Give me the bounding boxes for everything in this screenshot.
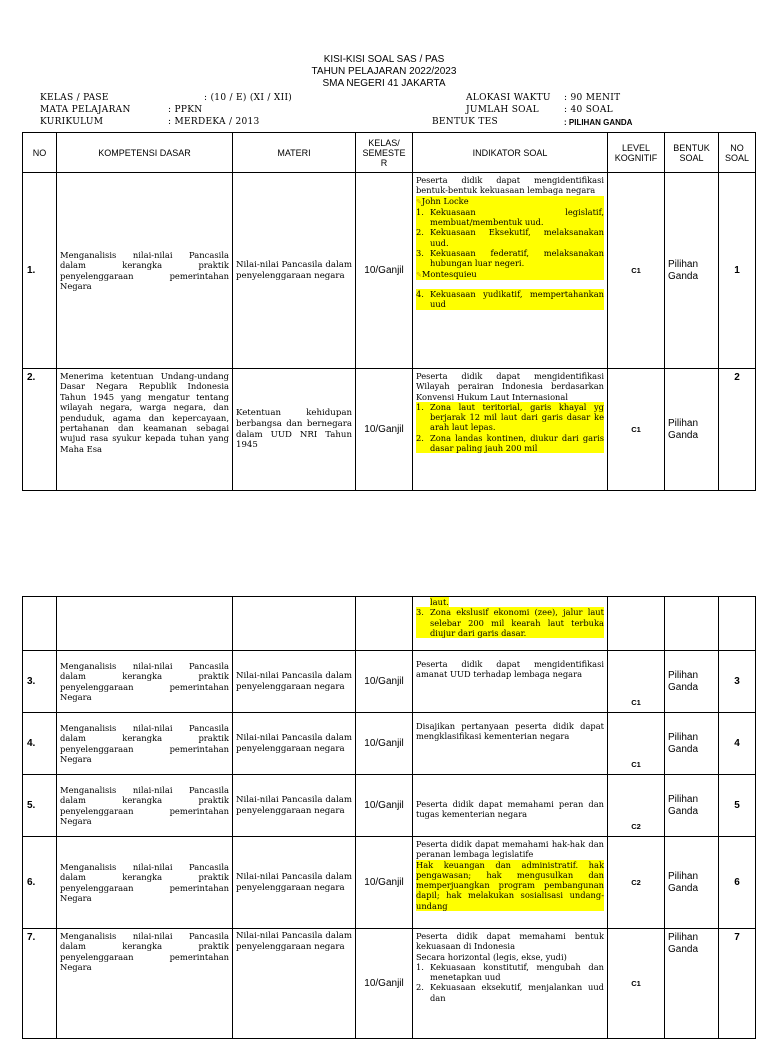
row-kelas: 10/Ganjil xyxy=(356,369,413,491)
jumlah-label: JUMLAH SOAL xyxy=(466,105,539,115)
row-kd: Menganalisis nilai-nilai Pancasila dalam kerangka praktik penyelenggaraan pemerintahan Negara xyxy=(57,775,233,837)
row-indikator xyxy=(413,837,608,929)
row-nosoal: 3 xyxy=(719,651,756,713)
row-no: 6. xyxy=(23,837,57,929)
indikator-intro: Peserta didik dapat mengidentifikasi bentuk-bentuk kekuasaan lembaga negara xyxy=(416,175,604,196)
row-kelas: 10/Ganjil xyxy=(356,173,413,369)
item-number: 1. xyxy=(416,961,424,972)
list-item xyxy=(416,289,604,310)
doc-title: KISI-KISI SOAL SAS / PAS xyxy=(323,54,445,65)
row-materi: Nilai-nilai Pancasila dalam penyelenggaraan negara xyxy=(233,651,356,713)
jumlah-value: : 40 SOAL xyxy=(564,105,613,115)
row-kelas: 10/Ganjil xyxy=(356,837,413,929)
row-kelas: 10/Ganjil xyxy=(356,775,413,837)
list-item xyxy=(416,207,604,228)
item-number: 1. xyxy=(416,401,424,412)
col-header-level: LEVEL KOGNITIF xyxy=(608,133,665,173)
list-item xyxy=(416,248,604,269)
list-item xyxy=(416,962,604,983)
item-number: 2. xyxy=(416,227,424,238)
item-number: 2. xyxy=(416,982,424,993)
row-level: C1 xyxy=(608,929,665,1039)
indikator-highlight: Hak keuangan dan administratif. hak pengawasan; hak mengusulkan dan memperjuangkan program pembangunan dapil; hak melakukan sosialisasi undang-undang xyxy=(416,859,604,911)
item-text: Kekuasaan yudikatif, mempertahankan uud xyxy=(430,288,604,310)
row-materi xyxy=(233,597,356,651)
row-no: 4. xyxy=(23,713,57,775)
locke-label: John Locke xyxy=(421,195,469,206)
list-item xyxy=(416,607,604,638)
item-text: Kekuasaan eksekutif, menjalankan uud dan xyxy=(430,982,604,1003)
table-row xyxy=(23,651,756,713)
doc-school: SMA NEGERI 41 JAKARTA xyxy=(322,78,446,89)
table-row xyxy=(23,837,756,929)
row-kd xyxy=(57,597,233,651)
table-row xyxy=(23,929,756,1039)
kurikulum-value: : MERDEKA / 2013 xyxy=(168,117,260,127)
list-item xyxy=(416,982,604,1003)
table-header-row xyxy=(23,133,756,173)
row-indikator xyxy=(413,369,608,491)
row-level: C1 xyxy=(608,173,665,369)
alokasi-label: ALOKASI WAKTU xyxy=(466,93,551,103)
row-nosoal: 4 xyxy=(719,713,756,775)
row-kelas: 10/Ganjil xyxy=(356,651,413,713)
item-number: 1. xyxy=(416,206,424,217)
table-row xyxy=(23,369,756,491)
kurikulum-label: KURIKULUM xyxy=(40,117,104,127)
row-materi: Ketentuan kehidupan berbangsa dan bernegara dalam UUD NRI Tahun 1945 xyxy=(233,369,356,491)
kisi-table-part1 xyxy=(22,132,756,491)
table-row xyxy=(23,597,756,651)
row-bentuk xyxy=(665,597,719,651)
row-materi: Nilai-nilai Pancasila dalam penyelenggaraan negara xyxy=(233,929,356,1039)
row-indikator xyxy=(413,173,608,369)
item-text: Kekuasaan konstitutif, mengubah dan menetapkan uud xyxy=(430,961,604,983)
item-text: laut. xyxy=(430,597,449,607)
mapel-label: MATA PELAJARAN xyxy=(40,105,131,115)
row-no: 2. xyxy=(23,369,57,491)
item-number: 2. xyxy=(416,432,424,443)
indikator-sub: Secara horizontal (legis, ekse, yudi) xyxy=(416,951,567,962)
indikator-intro: Peserta didik dapat memahami hak-hak dan peranan lembaga legislatife xyxy=(416,839,604,860)
kelas-value: : (10 / E) (XI / XII) xyxy=(204,93,293,103)
row-kd: Menganalisis nilai-nilai Pancasila dalam kerangka praktik penyelenggaraan pemerintahan Negara xyxy=(57,713,233,775)
mapel-value: : PPKN xyxy=(168,105,203,115)
montesquieu-label: Montesquieu xyxy=(421,268,477,279)
row-level: C1 xyxy=(608,651,665,713)
row-kd: Menganalisis nilai-nilai Pancasila dalam kerangka praktik penyelenggaraan pemerintahan Negara xyxy=(57,837,233,929)
list-item xyxy=(416,402,604,433)
row-level xyxy=(608,597,665,651)
row-nosoal: 5 xyxy=(719,775,756,837)
row-kd: Menerima ketentuan Undang-undang Dasar Negara Republik Indonesia Tahun 1945 yang mengatur tentang wilayah negara, warga negara, dan penduduk, agama dan kepercayaan, pertahanan dan keamanan sebagai wujud rasa syukur kepada tuhan yang Maha Esa xyxy=(57,369,233,491)
pencil-icon: ✎ xyxy=(416,270,422,279)
row-kelas xyxy=(356,597,413,651)
table-row xyxy=(23,713,756,775)
row-nosoal: 1 xyxy=(719,173,756,369)
row-bentuk: Pilihan Ganda xyxy=(665,713,719,775)
row-kelas: 10/Ganjil xyxy=(356,929,413,1039)
item-text: Kekuasaan Eksekutif, melaksanakan uud. xyxy=(430,227,604,248)
row-level: C1 xyxy=(608,713,665,775)
row-nosoal: 6 xyxy=(719,837,756,929)
row-bentuk: Pilihan Ganda xyxy=(665,837,719,929)
row-bentuk: Pilihan Ganda xyxy=(665,775,719,837)
item-number: 3. xyxy=(416,607,424,618)
row-kelas: 10/Ganjil xyxy=(356,713,413,775)
col-header-materi: MATERI xyxy=(233,133,356,173)
row-no: 7. xyxy=(23,929,57,1039)
row-materi: Nilai-nilai Pancasila dalam penyelenggaraan negara xyxy=(233,713,356,775)
indikator-intro: Peserta didik dapat memahami bentuk kekuasaan di Indonesia xyxy=(416,931,604,952)
kelas-label: KELAS / PASE xyxy=(40,93,109,103)
row-indikator xyxy=(413,929,608,1039)
row-kd: Menganalisis nilai-nilai Pancasila dalam kerangka praktik penyelenggaraan pemerintahan Negara xyxy=(57,929,233,1039)
alokasi-value: : 90 MENIT xyxy=(564,93,621,103)
row-nosoal: 2 xyxy=(719,369,756,491)
bentuk-label: BENTUK TES xyxy=(432,117,498,127)
row-level: C2 xyxy=(608,837,665,929)
item-text: Zona ekslusif ekonomi (zee), jalur laut selebar 200 mil kearah laut terbuka diujur dari garis dasar. xyxy=(430,607,604,638)
row-bentuk: Pilihan Ganda xyxy=(665,929,719,1039)
col-header-no: NO xyxy=(23,133,57,173)
row-bentuk: Pilihan Ganda xyxy=(665,173,719,369)
indikator-highlight xyxy=(416,196,604,207)
row-no: 3. xyxy=(23,651,57,713)
doc-year: TAHUN PELAJARAN 2022/2023 xyxy=(311,66,457,77)
item-text: Kekuasaan legislatif, membuat/membentuk uud. xyxy=(430,206,604,228)
row-no xyxy=(23,597,57,651)
list-item xyxy=(416,433,604,454)
row-bentuk: Pilihan Ganda xyxy=(665,651,719,713)
col-header-kelas: KELAS/ SEMESTE R xyxy=(356,133,413,173)
row-nosoal xyxy=(719,597,756,651)
col-header-kd: KOMPETENSI DASAR xyxy=(57,133,233,173)
list-item xyxy=(416,227,604,248)
row-level: C1 xyxy=(608,369,665,491)
row-materi: Nilai-nilai Pancasila dalam penyelenggaraan negara xyxy=(233,173,356,369)
row-kd: Menganalisis nilai-nilai Pancasila dalam kerangka praktik penyelenggaraan pemerintahan Negara xyxy=(57,173,233,369)
row-level: C2 xyxy=(608,775,665,837)
item-text: Zona landas kontinen, diukur dari garis dasar paling jauh 200 mil xyxy=(430,432,604,454)
item-number: 4. xyxy=(416,288,424,299)
row-no: 5. xyxy=(23,775,57,837)
list-item xyxy=(416,597,604,607)
item-text: Zona laut teritorial, garis khayal yg berjarak 12 mil laut dari garis dasar ke arah laut lepas. xyxy=(430,401,604,433)
row-materi: Nilai-nilai Pancasila dalam penyelenggaraan negara xyxy=(233,775,356,837)
row-materi: Nilai-nilai Pancasila dalam penyelenggaraan negara xyxy=(233,837,356,929)
row-no: 1. xyxy=(23,173,57,369)
kisi-table-part2 xyxy=(22,596,756,1039)
table-row xyxy=(23,173,756,369)
col-header-bentuk: BENTUK SOAL xyxy=(665,133,719,173)
row-nosoal: 7 xyxy=(719,929,756,1039)
pencil-icon: ✎ xyxy=(416,197,422,206)
item-number: 3. xyxy=(416,248,424,259)
row-indikator xyxy=(413,597,608,651)
row-kd: Menganalisis nilai-nilai Pancasila dalam kerangka praktik penyelenggaraan pemerintahan Negara xyxy=(57,651,233,713)
row-indikator: Peserta didik dapat mengidentifikasi amanat UUD terhadap lembaga negara xyxy=(413,651,608,713)
table-row xyxy=(23,775,756,837)
indikator-highlight xyxy=(416,269,604,280)
row-indikator: Disajikan pertanyaan peserta didik dapat mengklasifikasi kementerian negara xyxy=(413,713,608,775)
col-header-indikator: INDIKATOR SOAL xyxy=(413,133,608,173)
row-bentuk: Pilihan Ganda xyxy=(665,369,719,491)
indikator-intro: Peserta didik dapat mengidentifikasi Wilayah perairan Indonesia berdasarkan Konvensi Hukum Laut Internasional xyxy=(416,371,604,402)
col-header-nosoal: NO SOAL xyxy=(719,133,756,173)
row-indikator: Peserta didik dapat memahami peran dan tugas kementerian negara xyxy=(413,775,608,837)
item-text: Kekuasaan federatif, melaksanakan hubungan luar negeri. xyxy=(430,248,604,269)
bentuk-value: : PILIHAN GANDA xyxy=(564,118,633,127)
